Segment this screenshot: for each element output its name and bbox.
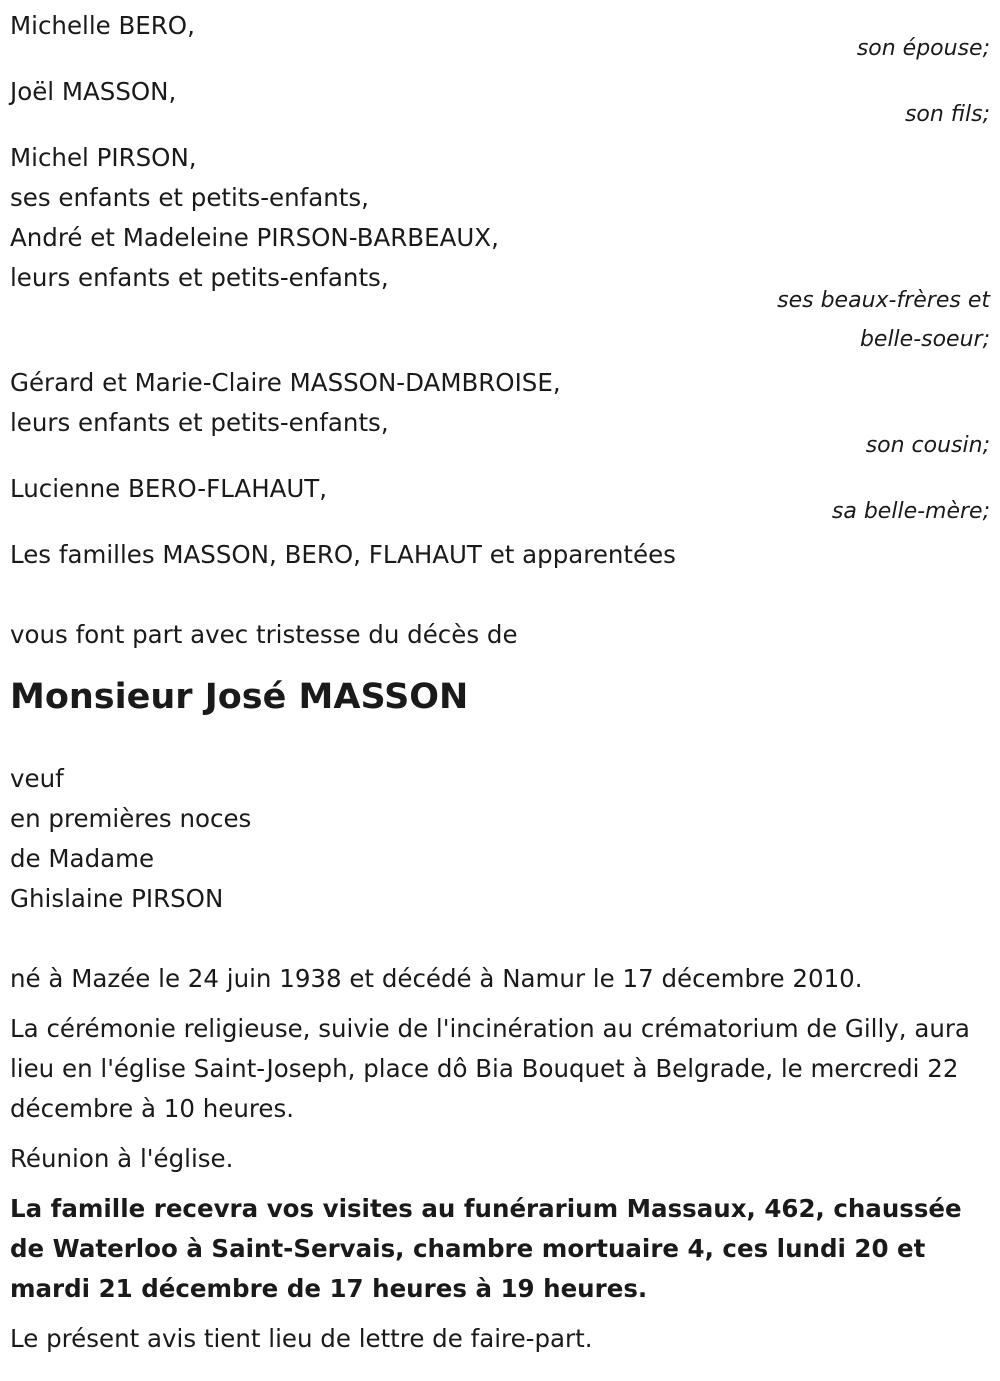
mourner-name: André et Madeleine PIRSON-BARBEAUX, (10, 223, 499, 252)
relation-label: sa belle-mère; (831, 499, 990, 524)
mourner-name: Gérard et Marie-Claire MASSON-DAMBROISE, (10, 368, 561, 397)
mourner-line: leurs enfants et petits-enfants, (10, 408, 389, 437)
widow-line: veuf (10, 764, 64, 793)
mourner-group-3 (10, 138, 990, 360)
mourner-line: ses enfants et petits-enfants, (10, 183, 369, 212)
closing-line: Le présent avis tient lieu de lettre de faire-part. (10, 1324, 593, 1353)
mourner-group-5 (10, 469, 990, 532)
widow-line: Ghislaine PIRSON (10, 884, 224, 913)
mourner-group-4 (10, 363, 990, 466)
widow-line: en premières noces (10, 804, 252, 833)
ceremony-paragraph: La cérémonie religieuse, suivie de l'incinération au crématorium de Gilly, aura lieu en l'église Saint-Joseph, place dô Bia Bouquet à Belgrade, le mercredi 22 décembre à 10 heures. (10, 1014, 970, 1123)
relation-label-continued: belle-soeur; (859, 327, 990, 352)
mourner-name: Joël MASSON, (10, 77, 177, 106)
widow-block (10, 759, 990, 919)
mourner-line: leurs enfants et petits-enfants, (10, 263, 389, 292)
visits-paragraph: La famille recevra vos visites au funérarium Massaux, 462, chaussée de Waterloo à Saint-Servais, chambre mortuaire 4, ces lundi 20 et mardi 21 décembre de 17 heures à 19 heures. (10, 1194, 962, 1303)
birth-death-line: né à Mazée le 24 juin 1938 et décédé à Namur le 17 décembre 2010. (10, 964, 863, 993)
relation-label: son épouse; (856, 36, 990, 61)
mourner-name: Michelle BERO, (10, 11, 195, 40)
mourner-name: Lucienne BERO-FLAHAUT, (10, 474, 328, 503)
families-line: Les familles MASSON, BERO, FLAHAUT et apparentées (10, 540, 676, 569)
relation-label: son cousin; (865, 433, 990, 458)
mourner-name: Michel PIRSON, (10, 143, 197, 172)
widow-line: de Madame (10, 844, 155, 873)
obituary-notice (10, 6, 990, 1369)
announce-line: vous font part avec tristesse du décès de (10, 620, 518, 649)
mourner-group-2 (10, 72, 990, 135)
relation-label: ses beaux-frères et (777, 288, 990, 313)
deceased-name: Monsieur José MASSON (10, 677, 469, 717)
relation-label: son fils; (904, 102, 990, 127)
reunion-line: Réunion à l'église. (10, 1144, 234, 1173)
mourner-group-1 (10, 6, 990, 69)
